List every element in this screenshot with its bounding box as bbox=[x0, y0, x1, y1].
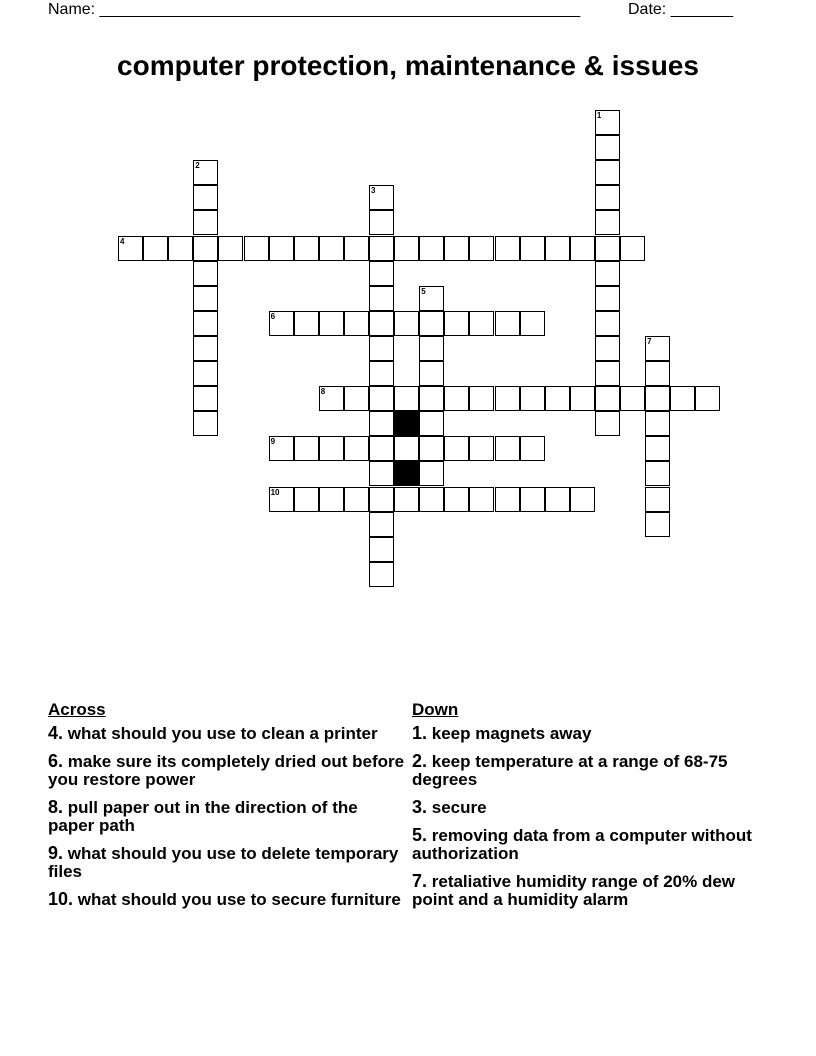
grid-cell[interactable] bbox=[419, 286, 444, 311]
grid-cell[interactable] bbox=[645, 436, 670, 461]
grid-cell[interactable] bbox=[595, 286, 620, 311]
grid-cell[interactable] bbox=[369, 336, 394, 361]
grid-cell[interactable] bbox=[495, 311, 520, 336]
date-line[interactable]: Date: _______ bbox=[628, 1, 733, 18]
grid-cell[interactable] bbox=[595, 160, 620, 185]
grid-cell[interactable] bbox=[545, 487, 570, 512]
grid-cell[interactable] bbox=[193, 411, 218, 436]
grid-cell[interactable] bbox=[369, 562, 394, 587]
down-clues bbox=[412, 700, 752, 918]
grid-cell[interactable] bbox=[344, 386, 369, 411]
grid-cell[interactable] bbox=[193, 160, 218, 185]
grid-cell[interactable] bbox=[344, 236, 369, 261]
grid-cell[interactable] bbox=[419, 236, 444, 261]
grid-cell[interactable] bbox=[369, 286, 394, 311]
grid-cell[interactable] bbox=[620, 236, 645, 261]
grid-cell[interactable] bbox=[419, 386, 444, 411]
grid-cell[interactable] bbox=[469, 487, 494, 512]
grid-cell[interactable] bbox=[545, 236, 570, 261]
grid-cell[interactable] bbox=[193, 386, 218, 411]
clue-number: 3. bbox=[412, 797, 428, 817]
clue-text: make sure its completely dried out before you restore power bbox=[48, 752, 405, 789]
clue-text: keep temperature at a range of 68-75 degrees bbox=[412, 752, 728, 789]
clue-text: what should you use to clean a printer bbox=[67, 724, 378, 743]
down-heading: Down bbox=[412, 700, 459, 719]
grid-cell[interactable] bbox=[193, 236, 218, 261]
grid-cell[interactable] bbox=[595, 261, 620, 286]
grid-cell[interactable] bbox=[695, 386, 720, 411]
grid-cell[interactable] bbox=[545, 386, 570, 411]
grid-cell[interactable] bbox=[394, 236, 419, 261]
grid-cell[interactable] bbox=[344, 311, 369, 336]
grid-cell[interactable] bbox=[344, 487, 369, 512]
page-title: computer protection, maintenance & issues bbox=[117, 50, 699, 81]
grid-cell[interactable] bbox=[469, 236, 494, 261]
grid-cell[interactable] bbox=[369, 537, 394, 562]
grid-cell[interactable] bbox=[269, 236, 294, 261]
cell-number: 5 bbox=[421, 286, 426, 296]
name-line[interactable]: Name: ______________________________________________________ bbox=[48, 1, 581, 18]
grid-cell[interactable] bbox=[595, 386, 620, 411]
grid-cell[interactable] bbox=[319, 487, 344, 512]
grid-cell[interactable] bbox=[419, 336, 444, 361]
grid-cell[interactable] bbox=[444, 236, 469, 261]
grid-cell[interactable] bbox=[570, 487, 595, 512]
grid-cell[interactable] bbox=[369, 210, 394, 235]
grid-cell[interactable] bbox=[444, 311, 469, 336]
clue-text: secure bbox=[431, 798, 487, 817]
grid-cell[interactable] bbox=[218, 236, 243, 261]
grid-cell[interactable] bbox=[469, 386, 494, 411]
grid-cell[interactable] bbox=[419, 461, 444, 486]
grid-cell[interactable] bbox=[369, 461, 394, 486]
black-square bbox=[394, 411, 419, 436]
grid-cell[interactable] bbox=[645, 487, 670, 512]
grid-cell[interactable] bbox=[495, 236, 520, 261]
grid-cell[interactable] bbox=[369, 361, 394, 386]
grid-cell[interactable] bbox=[369, 386, 394, 411]
grid-cell[interactable] bbox=[193, 311, 218, 336]
grid-cell[interactable] bbox=[419, 311, 444, 336]
grid-cell[interactable] bbox=[419, 361, 444, 386]
clue-down-1 bbox=[412, 724, 752, 743]
grid-cell[interactable] bbox=[369, 261, 394, 286]
clue-across-9 bbox=[48, 844, 408, 881]
grid-cell[interactable] bbox=[193, 185, 218, 210]
clue-text: removing data from a computer without authorization bbox=[412, 826, 752, 863]
cell-number: 9 bbox=[270, 437, 276, 447]
grid-cell[interactable] bbox=[495, 436, 520, 461]
grid-cell[interactable] bbox=[369, 185, 394, 210]
grid-cell[interactable] bbox=[143, 236, 168, 261]
clue-number: 4. bbox=[48, 723, 64, 743]
cell-number: 4 bbox=[120, 236, 125, 246]
grid-cell[interactable] bbox=[419, 411, 444, 436]
clue-down-3 bbox=[412, 798, 752, 817]
grid-cell[interactable] bbox=[595, 210, 620, 235]
clue-number: 9. bbox=[48, 843, 64, 863]
black-square bbox=[394, 461, 419, 486]
across-heading: Across bbox=[48, 700, 106, 719]
grid-cell[interactable] bbox=[645, 512, 670, 537]
grid-cell[interactable] bbox=[394, 311, 419, 336]
grid-cell[interactable] bbox=[419, 436, 444, 461]
grid-cell[interactable] bbox=[193, 336, 218, 361]
grid-cell[interactable] bbox=[520, 386, 545, 411]
clue-number: 5. bbox=[412, 825, 428, 845]
grid-cell[interactable] bbox=[319, 436, 344, 461]
grid-cell[interactable] bbox=[595, 411, 620, 436]
grid-cell[interactable] bbox=[319, 311, 344, 336]
grid-cell[interactable] bbox=[570, 236, 595, 261]
clue-text: pull paper out in the direction of the paper path bbox=[48, 798, 358, 835]
clue-down-2 bbox=[412, 752, 752, 789]
grid-cell[interactable] bbox=[269, 436, 294, 461]
grid-cell[interactable] bbox=[444, 436, 469, 461]
grid-cell[interactable] bbox=[168, 236, 193, 261]
cell-number: 1 bbox=[596, 111, 602, 120]
clue-text: what should you use to secure furniture bbox=[77, 890, 401, 909]
grid-cell[interactable] bbox=[369, 512, 394, 537]
clue-number: 2. bbox=[412, 751, 428, 771]
clue-number: 1. bbox=[412, 723, 428, 743]
grid-cell[interactable] bbox=[595, 110, 620, 135]
cell-number: 7 bbox=[647, 336, 652, 346]
grid-cell[interactable] bbox=[595, 135, 620, 160]
grid-cell[interactable] bbox=[394, 436, 419, 461]
cell-number: 6 bbox=[270, 311, 276, 321]
cell-number: 10 bbox=[270, 487, 280, 497]
clue-number: 8. bbox=[48, 797, 64, 817]
grid-cell[interactable] bbox=[520, 236, 545, 261]
cell-number: 3 bbox=[371, 186, 376, 196]
grid-cell[interactable] bbox=[193, 261, 218, 286]
grid-cell[interactable] bbox=[369, 411, 394, 436]
clue-down-5 bbox=[412, 826, 752, 863]
grid-cell[interactable] bbox=[645, 386, 670, 411]
grid-cell[interactable] bbox=[419, 487, 444, 512]
grid-cell[interactable] bbox=[193, 286, 218, 311]
grid-cell[interactable] bbox=[294, 311, 319, 336]
grid-cell[interactable] bbox=[319, 236, 344, 261]
grid-cell[interactable] bbox=[394, 386, 419, 411]
grid-cell[interactable] bbox=[369, 236, 394, 261]
grid-cell[interactable] bbox=[520, 487, 545, 512]
grid-cell[interactable] bbox=[670, 386, 695, 411]
clue-number: 6. bbox=[48, 751, 64, 771]
grid-cell[interactable] bbox=[294, 436, 319, 461]
grid-cell[interactable] bbox=[645, 461, 670, 486]
clue-across-6 bbox=[48, 752, 408, 789]
clue-text: keep magnets away bbox=[431, 724, 592, 743]
clue-across-8 bbox=[48, 798, 408, 835]
grid-cell[interactable] bbox=[595, 311, 620, 336]
grid-cell[interactable] bbox=[469, 311, 494, 336]
cell-number: 2 bbox=[195, 161, 200, 171]
clue-across-10 bbox=[48, 890, 408, 909]
clue-across-4 bbox=[48, 724, 408, 743]
grid-cell[interactable] bbox=[620, 386, 645, 411]
grid-cell[interactable] bbox=[294, 487, 319, 512]
grid-cell[interactable] bbox=[495, 386, 520, 411]
grid-cell[interactable] bbox=[319, 386, 344, 411]
grid-cell[interactable] bbox=[369, 487, 394, 512]
grid-cell[interactable] bbox=[294, 236, 319, 261]
grid-cell[interactable] bbox=[369, 311, 394, 336]
grid-cell[interactable] bbox=[570, 386, 595, 411]
grid-cell[interactable] bbox=[520, 436, 545, 461]
grid-cell[interactable] bbox=[595, 185, 620, 210]
grid-cell[interactable] bbox=[118, 236, 143, 261]
clue-number: 10. bbox=[48, 889, 74, 909]
grid-cell[interactable] bbox=[645, 361, 670, 386]
clue-number: 7. bbox=[412, 871, 428, 891]
grid-cell[interactable] bbox=[495, 487, 520, 512]
grid-cell[interactable] bbox=[595, 361, 620, 386]
clue-down-7 bbox=[412, 872, 752, 909]
grid-cell[interactable] bbox=[595, 336, 620, 361]
clue-text: retaliative humidity range of 20% dew point and a humidity alarm bbox=[412, 872, 736, 909]
grid-cell[interactable] bbox=[444, 487, 469, 512]
grid-cell[interactable] bbox=[193, 210, 218, 235]
grid-cell[interactable] bbox=[193, 361, 218, 386]
grid-cell[interactable] bbox=[645, 411, 670, 436]
grid-cell[interactable] bbox=[595, 236, 620, 261]
grid-cell[interactable] bbox=[244, 236, 269, 261]
grid-cell[interactable] bbox=[469, 436, 494, 461]
grid-cell[interactable] bbox=[444, 386, 469, 411]
grid-cell[interactable] bbox=[645, 336, 670, 361]
grid-cell[interactable] bbox=[520, 311, 545, 336]
grid-cell[interactable] bbox=[344, 436, 369, 461]
grid-cell[interactable] bbox=[269, 311, 294, 336]
grid-cell[interactable] bbox=[369, 436, 394, 461]
across-clues bbox=[48, 700, 408, 918]
cell-number: 8 bbox=[320, 387, 326, 397]
clue-text: what should you use to delete temporary files bbox=[48, 844, 399, 881]
grid-cell[interactable] bbox=[394, 487, 419, 512]
grid-cell[interactable] bbox=[269, 487, 294, 512]
